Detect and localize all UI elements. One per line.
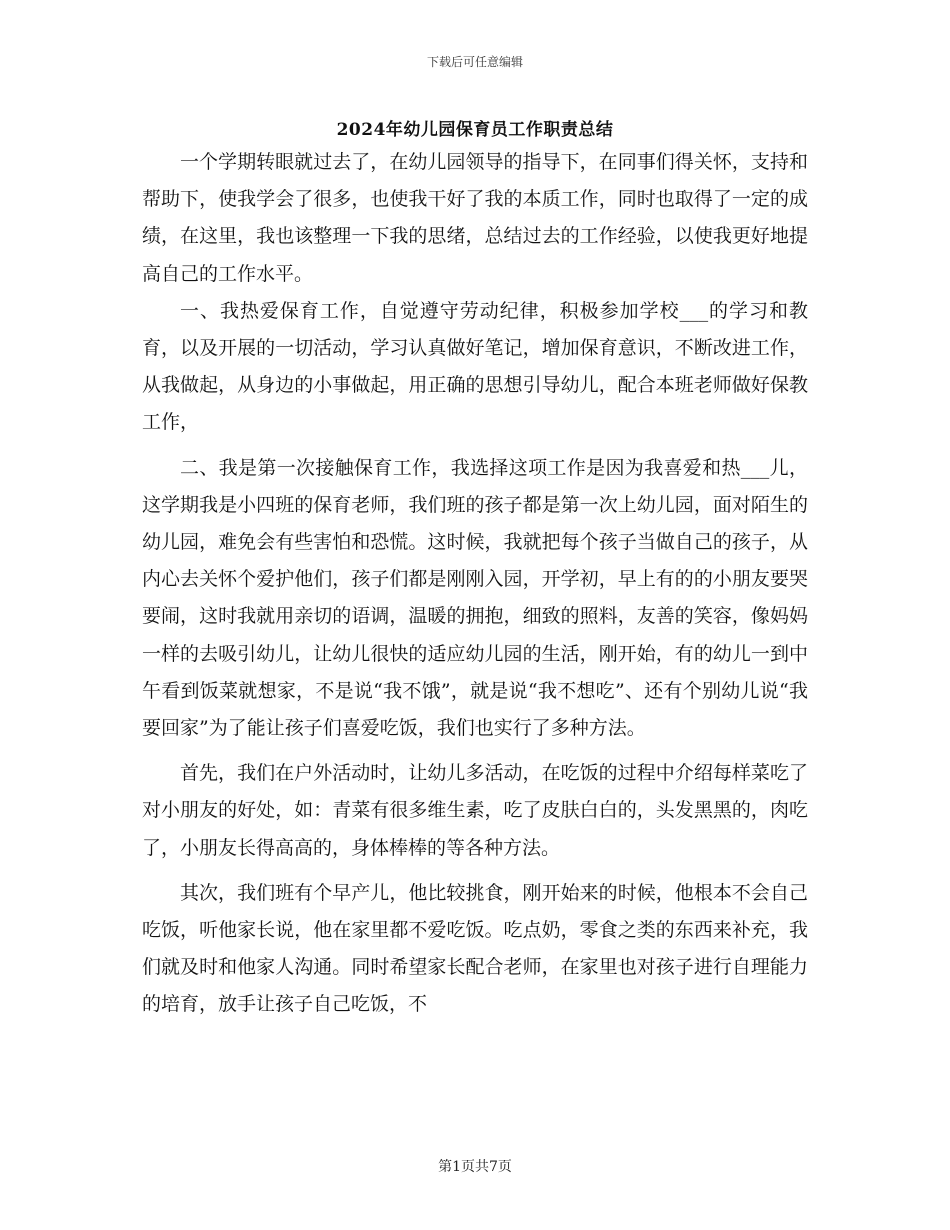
document-body — [142, 144, 808, 1024]
paragraph-intro: 一个学期转眼就过去了，在幼儿园领导的指导下，在同事们得关怀，支持和帮助下，使我学会了很多，也使我干好了我的本质工作，同时也取得了一定的成绩，在这里，我也该整理一下我的思绪，总结过去的工作经验，以使我更好地提高自己的工作水平。 — [142, 151, 808, 285]
paragraph-firstly: 首先，我们在户外活动时，让幼儿多活动，在吃饭的过程中介绍每样菜吃了对小朋友的好处，如：青菜有很多维生素，吃了皮肤白白的，头发黑黑的，肉吃了，小朋友长得高高的，身体棒棒的等各种方法。 — [142, 762, 808, 859]
paragraph-secondly: 其次，我们班有个早产儿，他比较挑食，刚开始来的时候，他根本不会自己吃饭，听他家长说，他在家里都不爱吃饭。吃点奶，零食之类的东西来补充，我们就及时和他家人沟通。同时希望家长配合老师，在家里也对孩子进行自理能力的培育，放手让孩子自己吃饭，不 — [142, 881, 808, 1016]
document-title: 2024年幼儿园保育员工作职责总结 — [336, 120, 614, 140]
page-number: 第1页共7页 — [438, 1159, 512, 1175]
paragraph-point-two: 二、我是第一次接触保育工作，我选择这项工作是因为我喜爱和热___儿，这学期我是小四班的保育老师，我们班的孩子都是第一次上幼儿园，面对陌生的幼儿园，难免会有些害怕和恐慌。这时候，我就把每个孩子当做自己的孩子，从内心去关怀个爱护他们，孩子们都是刚刚入园，开学初，早上有的的小朋友要哭要闹，这时我就用亲切的语调，温暖的拥抱，细致的照料，友善的笑容，像妈妈一样的去吸引幼儿，让幼儿很快的适应幼儿园的生活，刚开始，有的幼儿一到中午看到饭菜就想家，不是说“我不饿”，就是说“我不想吃”、还有个别幼儿说“我要回家”为了能让孩子们喜爱吃饭，我们也实行了多种方法。 — [142, 456, 808, 740]
download-note: 下载后可任意编辑 — [426, 55, 523, 69]
paragraph-point-one: 一、我热爱保育工作，自觉遵守劳动纪律，积极参加学校___的学习和教育，以及开展的一切活动，学习认真做好笔记，增加保育意识，不断改进工作，从我做起，从身边的小事做起，用正确的思想引导幼儿，配合本班老师做好保教工作， — [142, 299, 808, 434]
